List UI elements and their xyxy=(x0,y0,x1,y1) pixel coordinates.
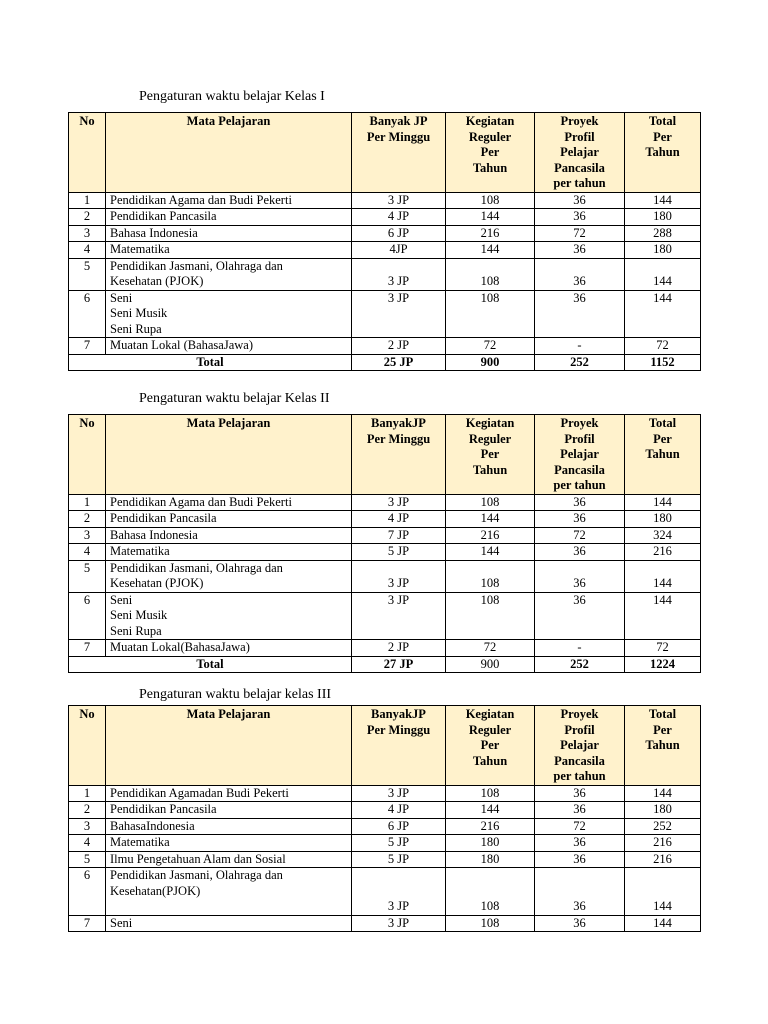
cell-project: - xyxy=(535,640,625,657)
cell-regular: 108 xyxy=(446,290,535,338)
header-jp-per-week-line: Banyak JP xyxy=(369,114,428,128)
cell-project: 36 xyxy=(535,511,625,528)
subject-name-line: Pendidikan Jasmani, Olahraga dan xyxy=(110,560,283,575)
cell-regular: 216 xyxy=(446,225,535,242)
subject-name-line: Bahasa Indonesia xyxy=(110,225,198,240)
header-regular-per-year-line: Reguler xyxy=(468,431,512,446)
header-jp-per-week-line: Per Minggu xyxy=(366,129,431,144)
table-row xyxy=(69,225,701,242)
row-number: 4 xyxy=(69,242,106,259)
cell-total: 324 xyxy=(625,527,701,544)
table-row xyxy=(69,511,701,528)
subject-name-line: Pendidikan Jasmani, Olahraga dan xyxy=(110,258,283,273)
cell-total: 180 xyxy=(625,209,701,226)
schedule-table-kelas-1 xyxy=(68,112,701,371)
header-regular-per-year-line: Per xyxy=(480,447,500,461)
subject-name-line: Kesehatan(PJOK) xyxy=(110,883,201,898)
subject-name-line: Pendidikan Pancasila xyxy=(110,511,217,525)
header-jp-per-week xyxy=(352,706,446,786)
header-jp-per-week xyxy=(352,415,446,495)
cell-total: 72 xyxy=(625,640,701,657)
cell-jp: 4JP xyxy=(352,242,446,259)
header-jp-per-week-line: BanyakJP xyxy=(371,416,426,430)
header-total-per-year-line: Per xyxy=(653,722,672,737)
row-number: 6 xyxy=(69,592,106,640)
cell-total: 144 xyxy=(625,592,701,640)
row-number: 3 xyxy=(69,818,106,835)
table-row xyxy=(69,785,701,802)
header-total-per-year xyxy=(625,415,701,495)
header-regular-per-year-line: Reguler xyxy=(468,129,512,144)
subject-name-line: Matematika xyxy=(110,242,170,256)
header-project-per-year-line: Profil xyxy=(564,431,595,446)
table-row xyxy=(69,851,701,868)
row-number: 3 xyxy=(69,527,106,544)
subject-name-line: BahasaIndonesia xyxy=(110,818,195,833)
schedule-table-kelas-2 xyxy=(68,414,701,673)
subject-name xyxy=(106,915,352,932)
subject-name-line: Seni xyxy=(110,290,133,305)
header-regular-per-year-line: Per xyxy=(480,145,500,159)
cell-total: 144 xyxy=(625,785,701,802)
header-regular-per-year-line: Kegiatan xyxy=(465,114,515,128)
cell-project: 36 xyxy=(535,290,625,338)
cell-project: 72 xyxy=(535,225,625,242)
subject-name-line: Pendidikan Agama dan Budi Pekerti xyxy=(110,494,292,509)
cell-project: 36 xyxy=(535,258,625,290)
header-regular-per-year xyxy=(446,415,535,495)
total-label: Total xyxy=(69,354,352,371)
subject-name xyxy=(106,511,352,528)
cell-regular: 108 xyxy=(446,785,535,802)
subject-name xyxy=(106,560,352,592)
cell-regular: 72 xyxy=(446,338,535,355)
table-row xyxy=(69,242,701,259)
cell-regular: 144 xyxy=(446,242,535,259)
subject-name-line: Pendidikan Agama dan Budi Pekerti xyxy=(110,192,292,207)
cell-regular: 72 xyxy=(446,640,535,657)
cell-project: 72 xyxy=(535,818,625,835)
cell-regular: 108 xyxy=(446,868,535,916)
header-regular-per-year-line: Tahun xyxy=(472,462,508,477)
header-project-per-year xyxy=(535,113,625,193)
table-row xyxy=(69,258,701,290)
cell-total: 144 xyxy=(625,290,701,338)
subject-name-line: Seni xyxy=(110,915,133,930)
header-project-per-year xyxy=(535,415,625,495)
header-total-per-year-line: Tahun xyxy=(645,738,680,752)
cell-regular: 216 xyxy=(446,818,535,835)
total-regular: 900 xyxy=(446,354,535,371)
cell-total: 144 xyxy=(625,915,701,932)
row-number: 1 xyxy=(69,785,106,802)
header-no: No xyxy=(69,706,106,786)
subject-name-line: Pendidikan Pancasila xyxy=(110,802,217,816)
header-row xyxy=(69,706,701,786)
cell-jp: 3 JP xyxy=(352,868,446,916)
cell-total: 144 xyxy=(625,868,701,916)
header-subject: Mata Pelajaran xyxy=(106,415,352,495)
header-total-per-year-line: Per xyxy=(653,431,672,446)
subject-name xyxy=(106,494,352,511)
subject-name-line: Seni Rupa xyxy=(110,321,162,336)
cell-jp: 3 JP xyxy=(352,258,446,290)
header-total-per-year xyxy=(625,706,701,786)
row-number: 1 xyxy=(69,192,106,209)
cell-total: 288 xyxy=(625,225,701,242)
header-total-per-year-line: Total xyxy=(648,416,677,430)
total-regular: 900 xyxy=(446,656,535,673)
cell-regular: 108 xyxy=(446,560,535,592)
header-row xyxy=(69,415,701,495)
cell-total: 144 xyxy=(625,258,701,290)
cell-jp: 6 JP xyxy=(352,225,446,242)
header-project-per-year-line: Pancasila xyxy=(554,753,605,768)
total-total: 1224 xyxy=(625,656,701,673)
row-number: 2 xyxy=(69,802,106,819)
total-row xyxy=(69,656,701,673)
cell-project: 36 xyxy=(535,915,625,932)
header-regular-per-year-line: Reguler xyxy=(468,722,512,737)
total-total: 1152 xyxy=(625,354,701,371)
cell-jp: 5 JP xyxy=(352,851,446,868)
cell-regular: 108 xyxy=(446,494,535,511)
header-no: No xyxy=(69,415,106,495)
subject-name xyxy=(106,242,352,259)
subject-name xyxy=(106,818,352,835)
table-row xyxy=(69,209,701,226)
cell-regular: 180 xyxy=(446,835,535,852)
cell-project: 36 xyxy=(535,592,625,640)
header-project-per-year-line: Proyek xyxy=(560,416,599,430)
cell-jp: 6 JP xyxy=(352,818,446,835)
cell-jp: 3 JP xyxy=(352,560,446,592)
header-regular-per-year-line: Per xyxy=(480,738,500,752)
cell-total: 180 xyxy=(625,242,701,259)
subject-name-line: Matematika xyxy=(110,544,170,558)
cell-regular: 180 xyxy=(446,851,535,868)
cell-jp: 3 JP xyxy=(352,290,446,338)
cell-jp: 3 JP xyxy=(352,915,446,932)
total-label: Total xyxy=(69,656,352,673)
cell-regular: 108 xyxy=(446,192,535,209)
header-no: No xyxy=(69,113,106,193)
cell-total: 72 xyxy=(625,338,701,355)
subject-name xyxy=(106,209,352,226)
subject-name xyxy=(106,851,352,868)
row-number: 6 xyxy=(69,868,106,916)
table-row xyxy=(69,802,701,819)
cell-regular: 108 xyxy=(446,915,535,932)
row-number: 1 xyxy=(69,494,106,511)
table-row xyxy=(69,192,701,209)
header-project-per-year-line: Pelajar xyxy=(560,738,599,752)
subject-name xyxy=(106,225,352,242)
header-total-per-year xyxy=(625,113,701,193)
row-number: 5 xyxy=(69,560,106,592)
subject-name-line: Seni Rupa xyxy=(110,623,162,638)
subject-name xyxy=(106,544,352,561)
header-total-per-year-line: Total xyxy=(648,707,677,721)
cell-jp: 4 JP xyxy=(352,511,446,528)
header-total-per-year-line: Tahun xyxy=(645,447,680,461)
row-number: 6 xyxy=(69,290,106,338)
cell-project: 36 xyxy=(535,544,625,561)
cell-project: 36 xyxy=(535,802,625,819)
subject-name xyxy=(106,192,352,209)
subject-name xyxy=(106,527,352,544)
subject-name-line: Matematika xyxy=(110,835,170,849)
subject-name-line: Pendidikan Pancasila xyxy=(110,209,217,223)
cell-project: - xyxy=(535,338,625,355)
row-number: 5 xyxy=(69,258,106,290)
subject-name xyxy=(106,802,352,819)
cell-regular: 144 xyxy=(446,511,535,528)
header-project-per-year-line: Proyek xyxy=(560,707,599,721)
header-project-per-year-line: per tahun xyxy=(553,769,606,783)
header-project-per-year-line: Pelajar xyxy=(560,145,599,159)
row-number: 2 xyxy=(69,511,106,528)
cell-jp: 3 JP xyxy=(352,494,446,511)
subject-name xyxy=(106,640,352,657)
header-project-per-year xyxy=(535,706,625,786)
subject-name xyxy=(106,785,352,802)
header-project-per-year-line: Proyek xyxy=(560,114,599,128)
cell-total: 216 xyxy=(625,835,701,852)
subject-name-line: Muatan Lokal (BahasaJawa) xyxy=(110,338,253,352)
table-row xyxy=(69,868,701,916)
cell-jp: 7 JP xyxy=(352,527,446,544)
cell-total: 216 xyxy=(625,851,701,868)
cell-jp: 4 JP xyxy=(352,802,446,819)
cell-project: 36 xyxy=(535,835,625,852)
schedule-table-kelas-3 xyxy=(68,705,701,932)
cell-regular: 108 xyxy=(446,592,535,640)
row-number: 5 xyxy=(69,851,106,868)
subject-name xyxy=(106,592,352,640)
cell-total: 144 xyxy=(625,494,701,511)
cell-jp: 3 JP xyxy=(352,592,446,640)
total-project: 252 xyxy=(535,354,625,371)
cell-jp: 4 JP xyxy=(352,209,446,226)
cell-jp: 5 JP xyxy=(352,544,446,561)
subject-name-line: Bahasa Indonesia xyxy=(110,527,198,542)
cell-jp: 3 JP xyxy=(352,192,446,209)
row-number: 3 xyxy=(69,225,106,242)
cell-total: 216 xyxy=(625,544,701,561)
header-project-per-year-line: Profil xyxy=(564,129,595,144)
cell-project: 36 xyxy=(535,494,625,511)
subject-name-line: Muatan Lokal(BahasaJawa) xyxy=(110,640,250,654)
subject-name-line: Seni xyxy=(110,592,133,607)
header-row xyxy=(69,113,701,193)
table-row xyxy=(69,640,701,657)
header-regular-per-year-line: Kegiatan xyxy=(465,707,515,721)
header-regular-per-year-line: Tahun xyxy=(472,160,508,175)
table-row xyxy=(69,527,701,544)
table-row xyxy=(69,494,701,511)
header-jp-per-week xyxy=(352,113,446,193)
row-number: 4 xyxy=(69,835,106,852)
table-row xyxy=(69,338,701,355)
cell-jp: 5 JP xyxy=(352,835,446,852)
subject-name-line: Kesehatan (PJOK) xyxy=(110,274,204,288)
cell-jp: 2 JP xyxy=(352,338,446,355)
header-regular-per-year-line: Kegiatan xyxy=(465,416,515,430)
cell-project: 36 xyxy=(535,785,625,802)
subject-name xyxy=(106,868,352,916)
cell-project: 36 xyxy=(535,242,625,259)
header-project-per-year-line: Pancasila xyxy=(554,462,605,477)
row-number: 4 xyxy=(69,544,106,561)
header-total-per-year-line: Total xyxy=(648,114,677,128)
subject-name-line: Pendidikan Jasmani, Olahraga dan xyxy=(110,868,283,882)
cell-project: 36 xyxy=(535,209,625,226)
table-row xyxy=(69,915,701,932)
subject-name xyxy=(106,258,352,290)
header-total-per-year-line: Tahun xyxy=(645,145,680,159)
subject-name-line: Seni Musik xyxy=(110,608,168,622)
cell-total: 252 xyxy=(625,818,701,835)
row-number: 7 xyxy=(69,338,106,355)
cell-regular: 108 xyxy=(446,258,535,290)
row-number: 7 xyxy=(69,915,106,932)
cell-jp: 3 JP xyxy=(352,785,446,802)
cell-total: 180 xyxy=(625,802,701,819)
header-regular-per-year xyxy=(446,706,535,786)
row-number: 2 xyxy=(69,209,106,226)
subject-name-line: Pendidikan Agamadan Budi Pekerti xyxy=(110,785,289,800)
cell-regular: 144 xyxy=(446,802,535,819)
total-jp: 25 JP xyxy=(352,354,446,371)
cell-project: 36 xyxy=(535,560,625,592)
subject-name-line: Kesehatan (PJOK) xyxy=(110,576,204,590)
header-project-per-year-line: Pancasila xyxy=(554,160,605,175)
header-total-per-year-line: Per xyxy=(653,129,672,144)
subject-name-line: Ilmu Pengetahuan Alam dan Sosial xyxy=(110,851,286,866)
table-row xyxy=(69,544,701,561)
total-project: 252 xyxy=(535,656,625,673)
header-jp-per-week-line: Per Minggu xyxy=(366,431,431,446)
section-title-kelas-2: Pengaturan waktu belajar Kelas II xyxy=(139,391,330,406)
header-project-per-year-line: per tahun xyxy=(553,478,606,492)
subject-name xyxy=(106,338,352,355)
subject-name-line: Seni Musik xyxy=(110,306,168,320)
cell-project: 36 xyxy=(535,192,625,209)
header-project-per-year-line: per tahun xyxy=(553,176,606,190)
section-title-kelas-3: Pengaturan waktu belajar kelas III xyxy=(139,687,332,702)
table-row xyxy=(69,818,701,835)
cell-project: 72 xyxy=(535,527,625,544)
cell-project: 36 xyxy=(535,851,625,868)
cell-total: 144 xyxy=(625,560,701,592)
table-row xyxy=(69,592,701,640)
cell-total: 144 xyxy=(625,192,701,209)
header-regular-per-year xyxy=(446,113,535,193)
header-subject: Mata Pelajaran xyxy=(106,113,352,193)
cell-regular: 144 xyxy=(446,544,535,561)
header-project-per-year-line: Profil xyxy=(564,722,595,737)
total-row xyxy=(69,354,701,371)
header-project-per-year-line: Pelajar xyxy=(560,447,599,461)
header-jp-per-week-line: Per Minggu xyxy=(366,722,431,737)
section-title-kelas-1: Pengaturan waktu belajar Kelas I xyxy=(139,89,325,104)
cell-project: 36 xyxy=(535,868,625,916)
header-subject: Mata Pelajaran xyxy=(106,706,352,786)
cell-total: 180 xyxy=(625,511,701,528)
total-jp: 27 JP xyxy=(352,656,446,673)
cell-regular: 216 xyxy=(446,527,535,544)
header-regular-per-year-line: Tahun xyxy=(472,753,508,768)
table-row xyxy=(69,560,701,592)
row-number: 7 xyxy=(69,640,106,657)
subject-name xyxy=(106,290,352,338)
cell-regular: 144 xyxy=(446,209,535,226)
header-jp-per-week-line: BanyakJP xyxy=(371,707,426,721)
subject-name xyxy=(106,835,352,852)
cell-jp: 2 JP xyxy=(352,640,446,657)
table-row xyxy=(69,835,701,852)
table-row xyxy=(69,290,701,338)
